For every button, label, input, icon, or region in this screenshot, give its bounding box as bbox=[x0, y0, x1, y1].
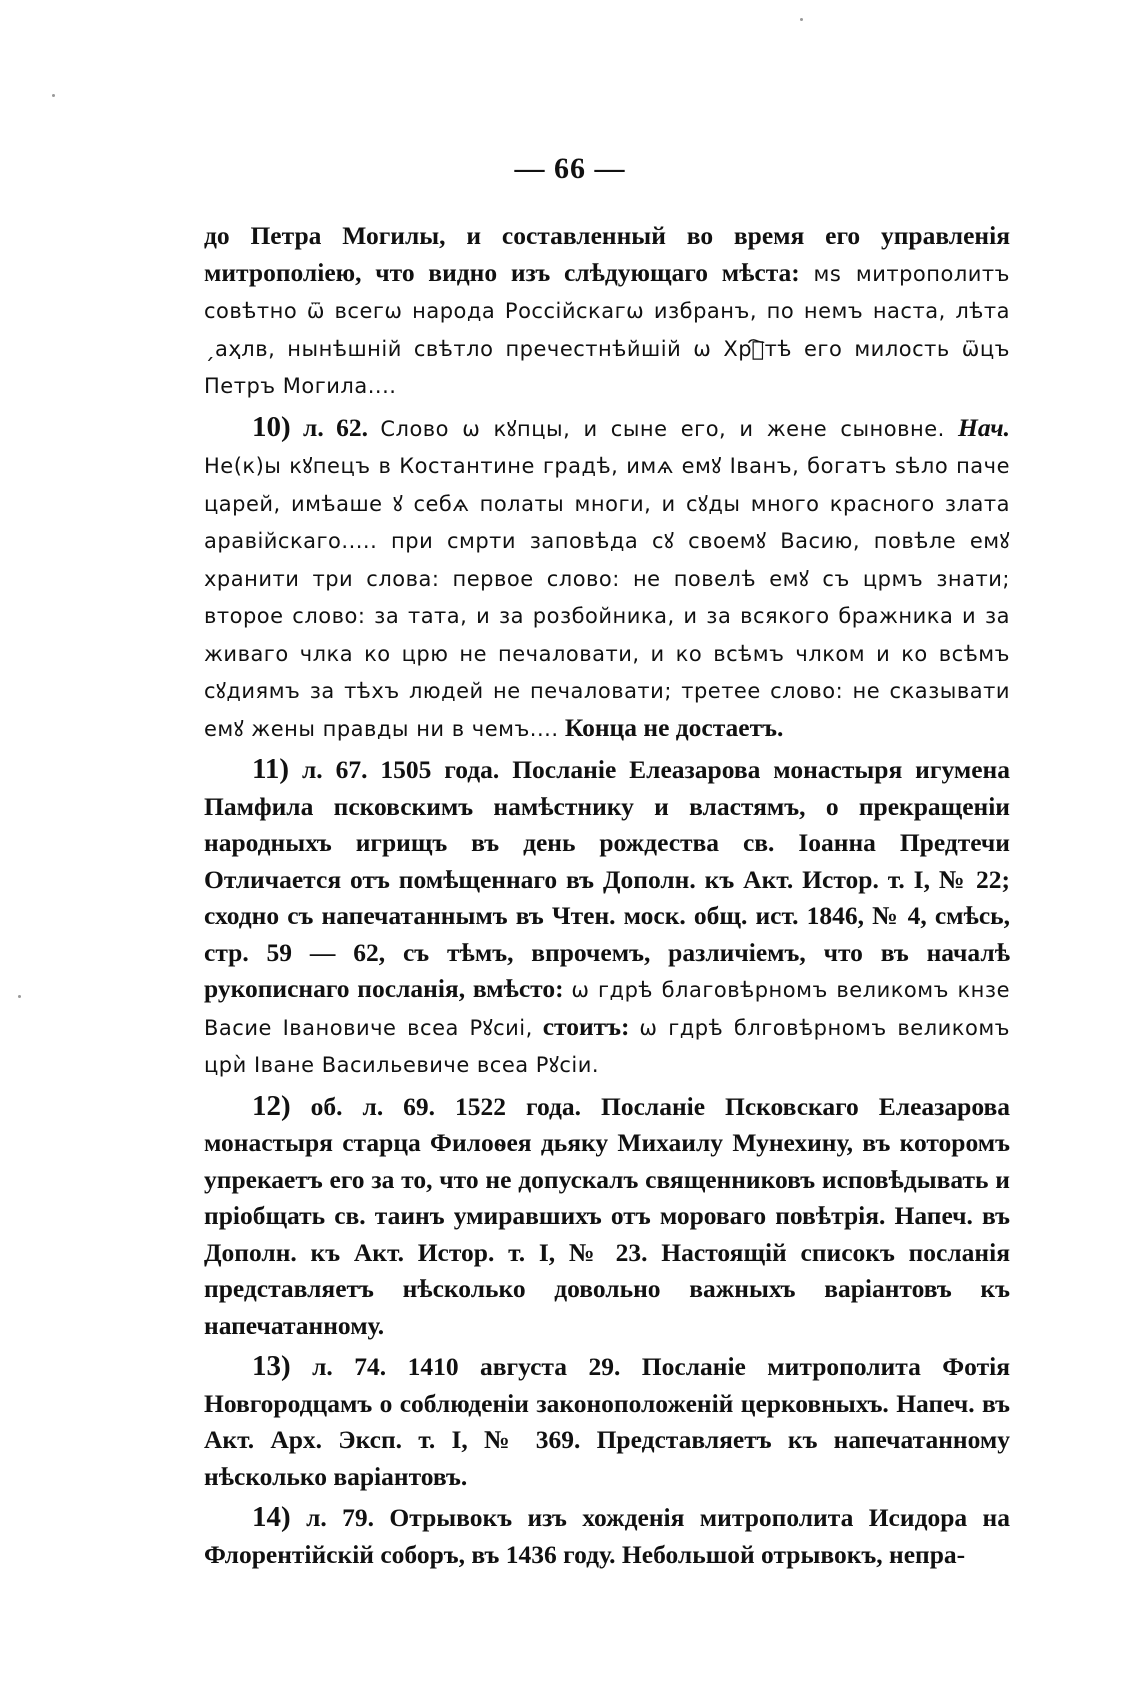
text-run: Конца не достаетъ. bbox=[564, 712, 784, 742]
church-slavonic-quote: ѡ гдрѣ благовѣрномъ великомъ кнзе Васие Івановиче всеа Рꙋсиі, bbox=[204, 978, 1010, 1040]
scan-speck bbox=[18, 995, 21, 998]
entry-number: 11) bbox=[252, 753, 290, 785]
church-slavonic-quote: ѡ гдрѣ блговѣрномъ великомъ црѝ Іване Васильевиче всеа Рꙋсіи. bbox=[204, 1015, 1010, 1077]
page-number: — 66 — bbox=[514, 152, 626, 185]
entry-11 bbox=[204, 751, 1010, 1084]
body-text bbox=[204, 218, 1010, 1577]
entry-12 bbox=[204, 1088, 1010, 1345]
entry-number: 12) bbox=[252, 1089, 291, 1122]
church-slavonic-quote: мѕ митрополитъ совѣтно ѿ всегѡ народа Россійскагѡ избранъ, по немъ наста, лѣта ˏаҳлв, нынѣшній свѣтло пречестнѣйшій ѡ Хрⷭ҇тѣ его милость ѿцъ Петръ Могила.... bbox=[204, 261, 1010, 398]
text-run: об. л. 69. 1522 года. Посланіе Псковскаго Елеазарова монастыря старца Филоѳея дьяку Михаилу Мунехину, въ которомъ упрекаетъ его за то, что не допускалъ священниковъ исповѣдывать и пріобщать св. таинъ умиравшихъ отъ мороваго повѣтрія. Напеч. въ Дополн. къ Акт. Истор. т. I, № 23. Настоящій списокъ посланія представляетъ нѣсколько довольно важныхъ варіантовъ къ напечатанному. bbox=[204, 1091, 1010, 1340]
entry-number: 13) bbox=[252, 1350, 291, 1382]
church-slavonic-quote: Не(к)ы кꙋпецъ в Костантине градѣ, имѧ емꙋ Іванъ, богатъ ѕѣло паче царей, имѣаше ꙋ себѧ полаты многи, и сꙋды много красного злата аравійскаго..... при смрти заповѣда сꙋ своемꙋ Васию, повѣле емꙋ хранити три слова: первое слово: не повелѣ емꙋ съ црмъ знати; второе слово: за тата, и за розбойника, и за всякого бражника и за живаго члка ко црю не печаловати, и ко всѣмъ члком и ко всѣмъ сꙋдиямъ за тѣхъ людей не печаловати; третее слово: не сказывати емꙋ жены правды ни в чемъ.... bbox=[204, 454, 1010, 741]
text-run: л. 79. Отрывокъ изъ хожденія митрополита Исидора на Флорентійскій соборъ, въ 1436 году. Небольшой отрывокъ, непра- bbox=[204, 1503, 1010, 1569]
text-run: л. 67. 1505 года. Посланіе Елеазарова монастыря игумена Памфила псковскимъ намѣстнику и властямъ, о прекращеніи народныхъ игрищъ въ день рождества св. Іоанна Предтечи Отличается отъ помѣщеннаго въ Дополн. къ Акт. Истор. т. I, № 22; сходно съ напечатаннымъ въ Чтен. моск. общ. ист. 1846, № 4, смѣсь, стр. 59 — 62, съ тѣмъ, впрочемъ, различіемъ, что въ началѣ рукописнаго посланія, вмѣсто: bbox=[204, 755, 1010, 1003]
entry-14 bbox=[204, 1499, 1010, 1573]
entry-number: 14) bbox=[252, 1501, 291, 1533]
church-slavonic-quote: Слово ѡ кꙋпцы, и сыне его, и жене сыновне. bbox=[380, 416, 958, 441]
paragraph-continuation bbox=[204, 218, 1010, 405]
entry-13 bbox=[204, 1348, 1010, 1495]
text-run: до Петра Могилы, и составленный во время его управленія митрополіею, что видно изъ слѣдующаго мѣста: bbox=[204, 221, 1010, 287]
entry-10 bbox=[204, 409, 1010, 748]
text-run: л. 62. bbox=[290, 412, 381, 442]
text-run: л. 74. 1410 августа 29. Посланіе митрополита Фотія Новгородцамъ о соблюденіи законоположеній церковныхъ. Напеч. въ Акт. Арх. Эксп. т. I, № 369. Представляетъ къ напечатанному нѣсколько варіантовъ. bbox=[204, 1352, 1010, 1491]
italic-abbreviation: Нач. bbox=[958, 412, 1011, 442]
scan-speck bbox=[52, 94, 55, 97]
scan-speck bbox=[800, 18, 803, 21]
entry-number: 10) bbox=[252, 410, 291, 443]
text-run: стоитъ: bbox=[542, 1011, 640, 1041]
